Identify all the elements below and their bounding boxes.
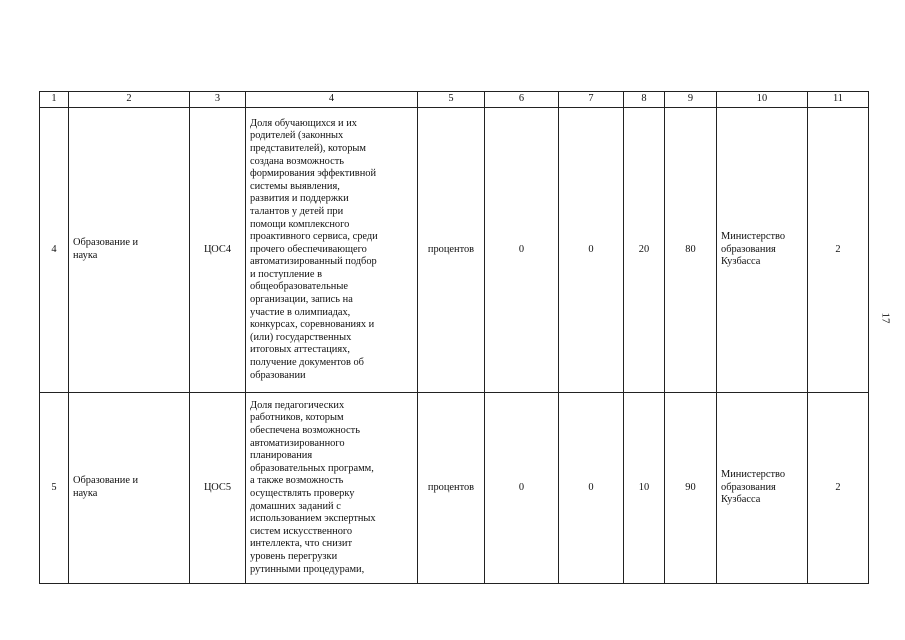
row-unit: процентов xyxy=(418,393,485,584)
table-row xyxy=(40,108,869,393)
row-value-6: 0 xyxy=(485,108,559,393)
column-number-3: 3 xyxy=(190,92,246,108)
row-section: Образование и наука xyxy=(69,108,190,393)
row-code: ЦОС4 xyxy=(190,108,246,393)
column-number-6: 6 xyxy=(485,92,559,108)
column-number-9: 9 xyxy=(665,92,717,108)
column-number-1: 1 xyxy=(40,92,69,108)
row-value-6: 0 xyxy=(485,393,559,584)
row-number: 5 xyxy=(40,393,69,584)
row-value-7: 0 xyxy=(559,108,624,393)
row-value-9: 90 xyxy=(665,393,717,584)
row-description: Доля обучающихся и их родителей (законных представителей), которым создана возможность формирования эффективной системы выявления, развития и поддержки талантов у детей при помощи комплексного проактивного сервиса, среди прочего обеспечивающего автоматизированный подбор и поступление в общеобразовательные организации, запись на участие в олимпиадах, конкурсах, соревнованиях и (или) государственных итоговых аттестациях, получение документов об образовании xyxy=(246,108,418,393)
column-number-10: 10 xyxy=(717,92,808,108)
row-section: Образование и наука xyxy=(69,393,190,584)
column-number-8: 8 xyxy=(624,92,665,108)
row-number: 4 xyxy=(40,108,69,393)
column-number-5: 5 xyxy=(418,92,485,108)
column-number-2: 2 xyxy=(69,92,190,108)
row-value-11: 2 xyxy=(808,393,869,584)
column-number-4: 4 xyxy=(246,92,418,108)
column-number-11: 11 xyxy=(808,92,869,108)
page-number: 17 xyxy=(879,312,892,324)
indicators-table xyxy=(39,91,869,584)
row-code: ЦОС5 xyxy=(190,393,246,584)
row-value-9: 80 xyxy=(665,108,717,393)
row-ministry: Министерство образования Кузбасса xyxy=(717,393,808,584)
row-value-7: 0 xyxy=(559,393,624,584)
table-row xyxy=(40,393,869,584)
row-value-8: 20 xyxy=(624,108,665,393)
row-description: Доля педагогических работников, которым обеспечена возможность автоматизированного планирования образовательных программ, а также возможность осуществлять проверку домашних заданий с использованием экспертных систем искусственного интеллекта, что снизит уровень перегрузки рутинными процедурами, xyxy=(246,393,418,584)
row-unit: процентов xyxy=(418,108,485,393)
row-value-11: 2 xyxy=(808,108,869,393)
row-ministry: Министерство образования Кузбасса xyxy=(717,108,808,393)
column-number-7: 7 xyxy=(559,92,624,108)
table-header-row xyxy=(40,92,869,108)
row-value-8: 10 xyxy=(624,393,665,584)
